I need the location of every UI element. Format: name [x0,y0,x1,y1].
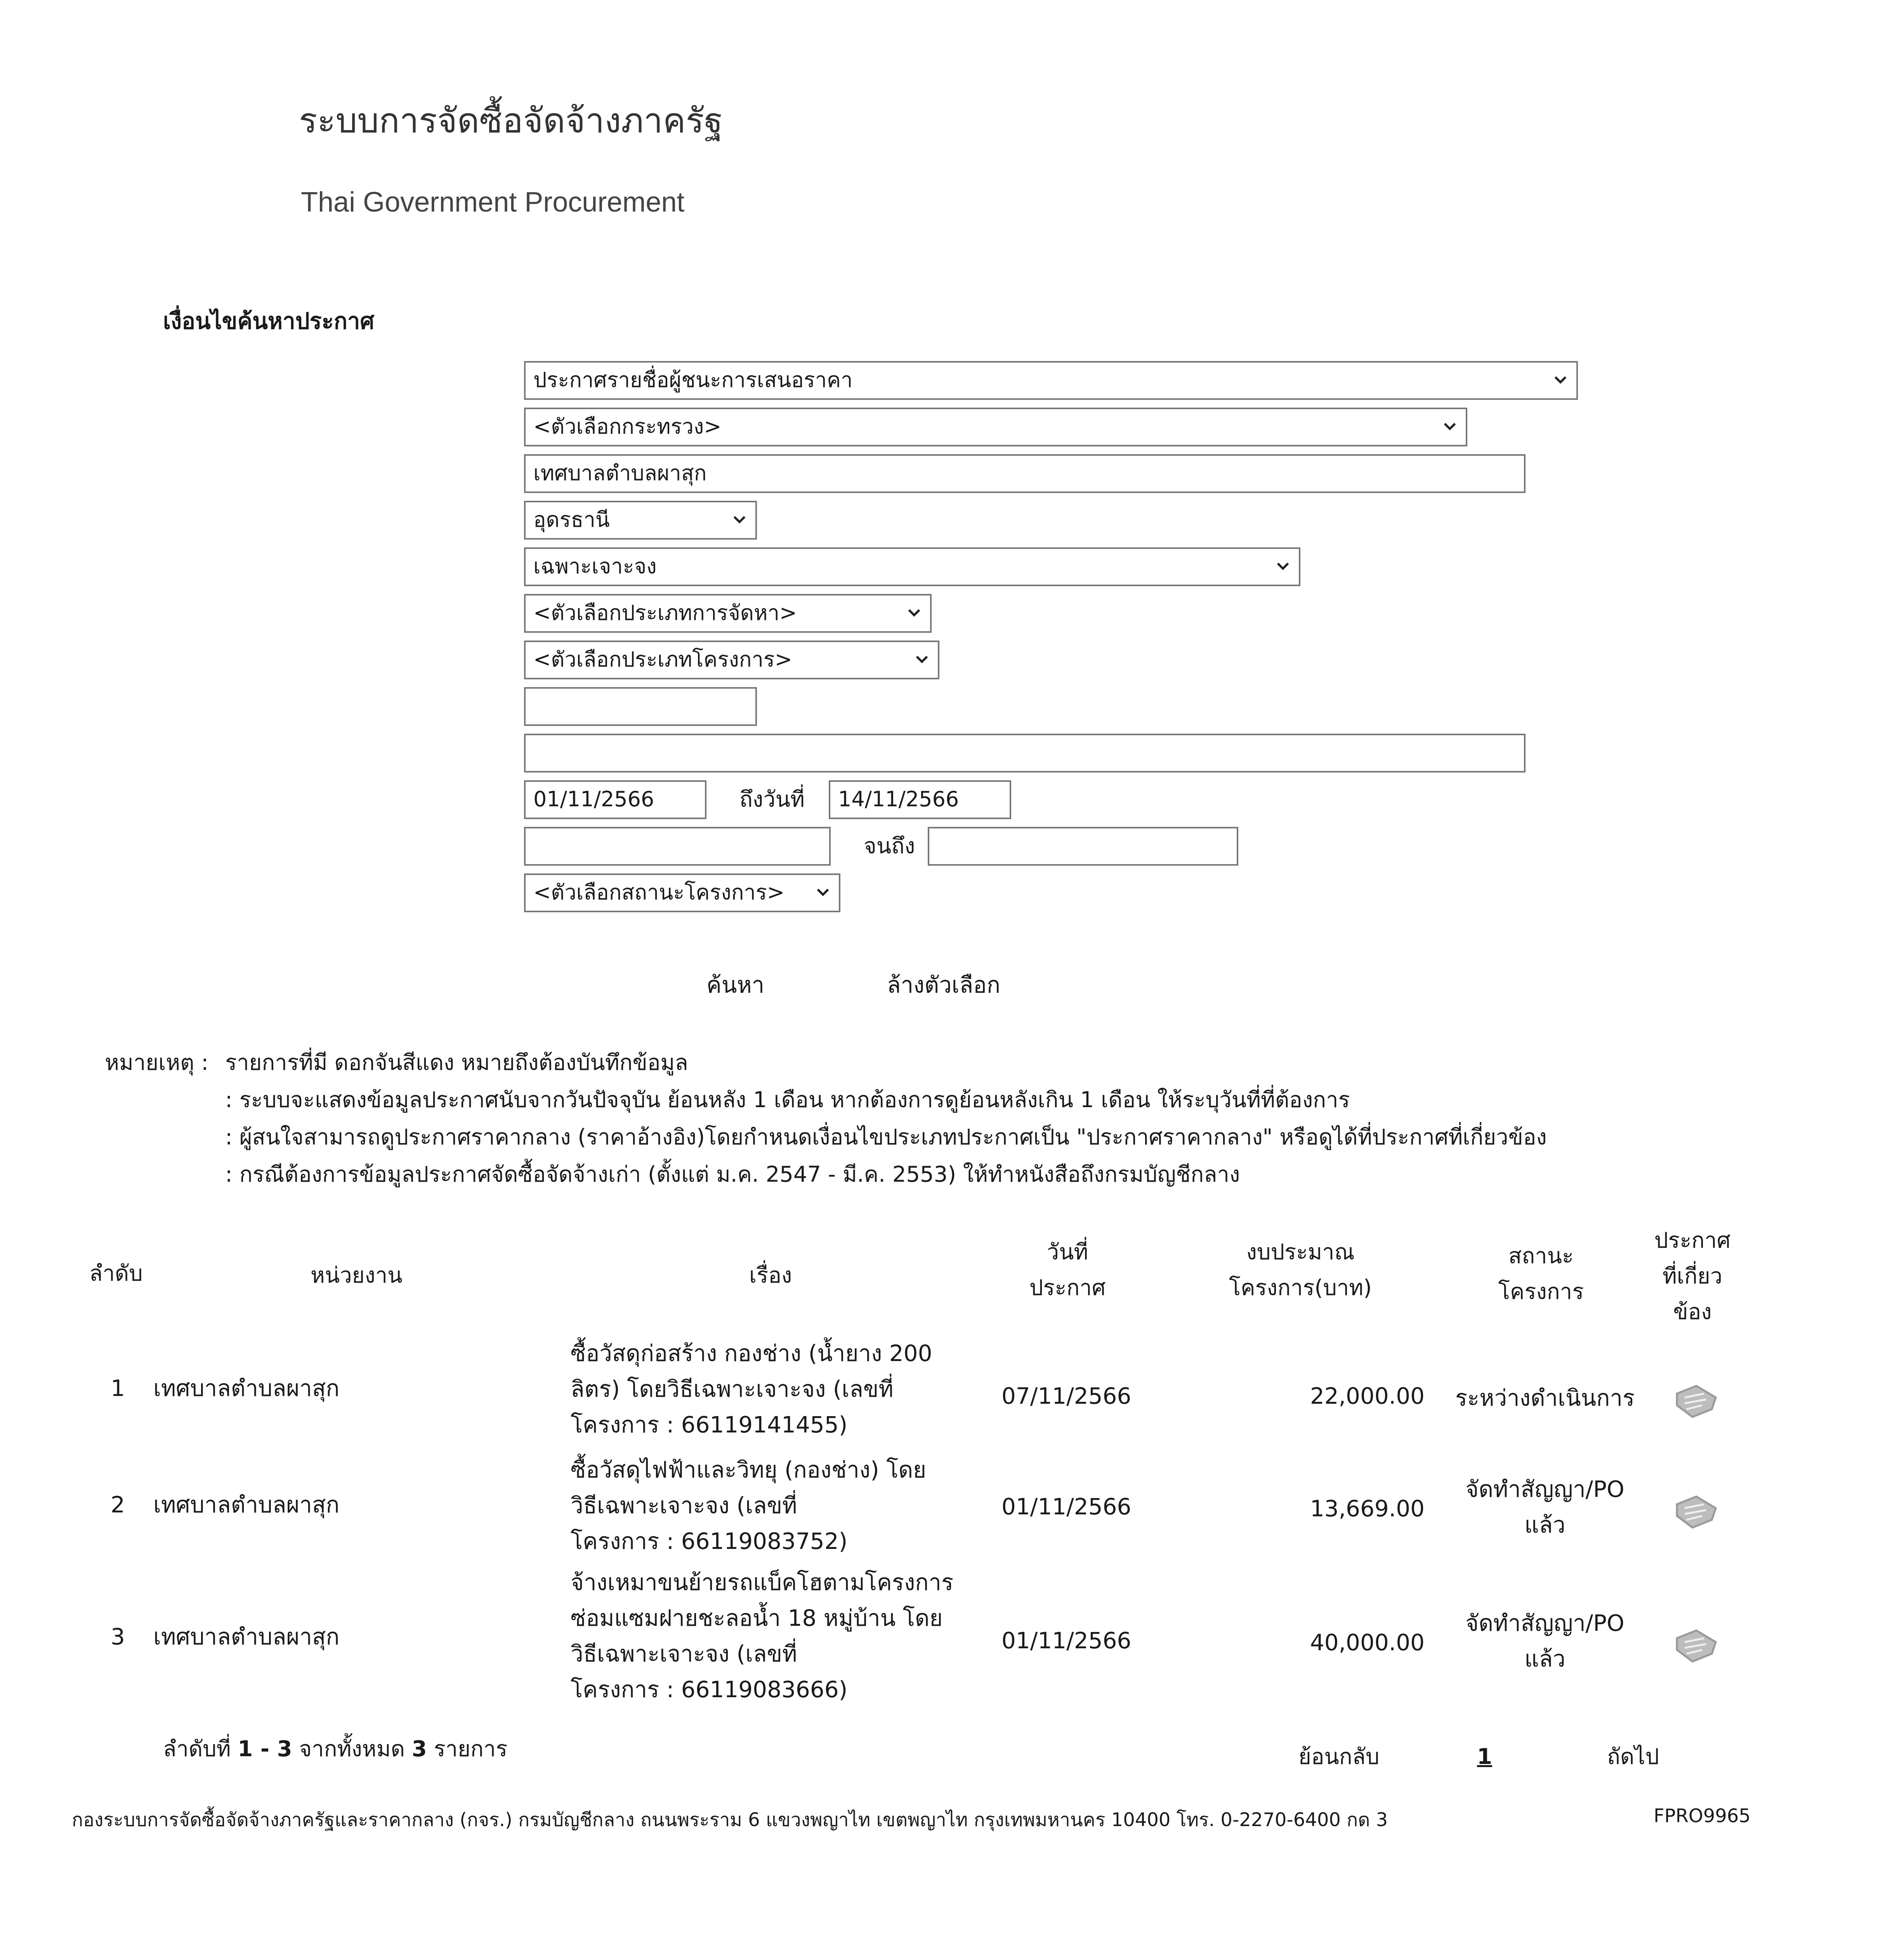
note-line: : ระบบจะแสดงข้อมูลประกาศนับจากวันปัจจุบัน ย้อนหลัง 1 เดือน หากต้องการดูย้อนหลังเกิน 1 เดือน ให้ระบุวันที่ที่ต้องการ [225,1087,1350,1113]
header-agency: หน่วยงาน [311,1263,403,1288]
date-to-label: ถึงวันที่ [739,787,805,812]
row-subject[interactable] [571,1335,932,1443]
row-subject-line: ซ่อมแซมฝายชะลอน้ำ 18 หมู่บ้าน โดย [571,1605,943,1631]
row-no: 3 [111,1623,125,1650]
document-icon[interactable] [1671,1627,1722,1665]
row-subject[interactable] [571,1564,953,1707]
note-line: : ผู้สนใจสามารถดูประกาศราคากลาง (ราคาอ้างอิง)โดยกำหนดเงื่อนไขประเภทประกาศเป็น "ประกาศราคากลาง" หรือดูได้ที่ประกาศที่เกี่ยวข้อง [225,1125,1547,1150]
footer-address: กองระบบการจัดซื้อจัดจ้างภาครัฐและราคากลาง (กจร.) กรมบัญชีกลาง ถนนพระราม 6 แขวงพญาไท เขตพญาไท กรุงเทพมหานคร 10400 โทร. 0-2270-6400 กด 3 [72,1809,1388,1831]
row-subject[interactable] [571,1452,926,1559]
row-subject-line: ซื้อวัสดุไฟฟ้าและวิทยุ (กองช่าง) โดย [571,1457,927,1483]
header-budget-line: โครงการ(บาท) [1229,1275,1372,1300]
row-date: 07/11/2566 [1001,1383,1132,1409]
header-related-line: ที่เกี่ยว [1662,1264,1723,1289]
site-title-english: Thai Government Procurement [301,187,685,218]
row-subject-line: โครงการ : 66119083666) [571,1676,848,1703]
header-related-line: ประกาศ [1654,1228,1731,1253]
row-budget: 13,669.00 [1310,1495,1425,1522]
ministry-value: <ตัวเลือกกระทรวง> [533,414,722,439]
row-subject-line: จ้างเหมาขนย้ายรถแบ็คโฮตามโครงการ [571,1569,954,1596]
note-line: : กรณีต้องการข้อมูลประกาศจัดซื้อจัดจ้างเก่า (ตั้งแต่ ม.ค. 2547 - มี.ค. 2553) ให้ทำหนังสือถึงกรมบัญชีกลาง [225,1162,1240,1187]
notes-head: หมายเหตุ : [105,1050,209,1075]
method-select[interactable] [524,547,1300,586]
results-summary [163,1731,507,1767]
summary-mid: จากทั้งหมด [292,1736,412,1762]
notes-block [105,1044,1547,1193]
search-button[interactable]: ค้นหา [706,972,765,998]
date-to-input[interactable] [829,780,1011,819]
announce-type-select[interactable] [524,361,1578,400]
budget-to-label: จนถึง [864,833,915,859]
header-budget [1207,1234,1394,1306]
project-name-input[interactable] [524,734,1526,773]
row-subject-line: วิธีเฉพาะเจาะจง (เลขที่ [571,1641,797,1667]
project-type-value: <ตัวเลือกประเภทโครงการ> [533,647,793,672]
budget-to-input[interactable] [928,827,1238,866]
row-no: 2 [111,1491,125,1518]
document-icon[interactable] [1671,1493,1722,1531]
row-subject-line: ซื้อวัสดุก่อสร้าง กองช่าง (น้ำยาง 200 [571,1340,932,1366]
summary-total: 3 [411,1736,427,1762]
row-status-line: แล้ว [1524,1512,1566,1538]
note-line: รายการที่มี ดอกจันสีแดง หมายถึงต้องบันทึกข้อมูล [225,1050,688,1075]
row-status [1448,1471,1642,1543]
status-select[interactable] [524,873,840,912]
header-status-line: โครงการ [1498,1279,1584,1304]
search-section-title: เงื่อนไขค้นหาประกาศ [163,308,375,334]
chevron-down-icon [1442,418,1457,433]
row-date: 01/11/2566 [1001,1627,1132,1654]
header-status [1475,1238,1607,1310]
date-to-value: 14/11/2566 [838,787,959,811]
chevron-down-icon [816,884,830,899]
procure-type-select[interactable] [524,594,932,633]
chevron-down-icon [907,605,922,620]
clear-button[interactable]: ล้างตัวเลือก [887,972,1000,998]
project-type-select[interactable] [524,641,939,679]
project-no-input[interactable] [524,687,757,726]
header-status-line: สถานะ [1508,1243,1574,1269]
row-budget: 22,000.00 [1310,1383,1425,1409]
summary-prefix: ลำดับที่ [163,1736,238,1762]
budget-from-input[interactable] [524,827,831,866]
row-subject-line: โครงการ : 66119141455) [571,1411,848,1438]
agency-input-value: เทศบาลตำบลผาสุก [533,461,707,485]
procure-type-value: <ตัวเลือกประเภทการจัดหา> [533,601,797,625]
row-budget: 40,000.00 [1310,1629,1425,1656]
announce-type-value: ประกาศรายชื่อผู้ชนะการเสนอราคา [533,368,853,392]
header-related [1646,1223,1739,1330]
date-from-value: 01/11/2566 [533,787,654,811]
date-from-input[interactable] [524,780,706,819]
header-budget-line: งบประมาณ [1246,1240,1355,1265]
ministry-select[interactable] [524,408,1467,446]
row-date: 01/11/2566 [1001,1493,1132,1520]
row-status-line: ระหว่างดำเนินการ [1455,1385,1635,1411]
summary-range: 1 - 3 [238,1736,292,1762]
pager-next[interactable]: ถัดไป [1607,1744,1659,1769]
header-date [1021,1234,1114,1306]
row-status-line: จัดทำสัญญา/PO [1465,1610,1625,1636]
row-no: 1 [111,1375,125,1401]
row-agency: เทศบาลตำบลผาสุก [153,1623,340,1650]
row-status-line: แล้ว [1524,1646,1566,1672]
header-related-line: ข้อง [1673,1299,1712,1325]
pager-prev[interactable]: ย้อนกลับ [1298,1744,1380,1769]
status-value: <ตัวเลือกสถานะโครงการ> [533,880,785,905]
province-select[interactable] [524,501,757,540]
row-status [1448,1380,1642,1416]
method-value: เฉพาะเจาะจง [533,554,657,578]
site-title-thai: ระบบการจัดซื้อจัดจ้างภาครัฐ [299,101,723,141]
agency-input[interactable] [524,454,1526,493]
header-no: ลำดับ [89,1261,143,1286]
row-subject-line: วิธีเฉพาะเจาะจง (เลขที่ [571,1492,797,1519]
header-date-line: วันที่ [1047,1240,1088,1265]
pager-page[interactable]: 1 [1477,1744,1492,1769]
footer-code: FPRO9965 [1654,1805,1751,1827]
document-icon[interactable] [1671,1382,1722,1421]
row-subject-line: โครงการ : 66119083752) [571,1528,848,1554]
chevron-down-icon [1553,372,1568,387]
header-date-line: ประกาศ [1029,1275,1106,1300]
header-subject: เรื่อง [749,1263,792,1288]
row-agency: เทศบาลตำบลผาสุก [153,1491,340,1518]
chevron-down-icon [1276,558,1290,573]
chevron-down-icon [915,651,929,666]
province-value: อุดรธานี [533,507,610,532]
row-subject-line: ลิตร) โดยวิธีเฉพาะเจาะจง (เลขที่ [571,1376,894,1402]
row-agency: เทศบาลตำบลผาสุก [153,1375,340,1401]
chevron-down-icon [732,512,747,526]
row-status [1448,1605,1642,1677]
row-status-line: จัดทำสัญญา/PO [1465,1476,1625,1502]
summary-suffix: รายการ [427,1736,508,1762]
